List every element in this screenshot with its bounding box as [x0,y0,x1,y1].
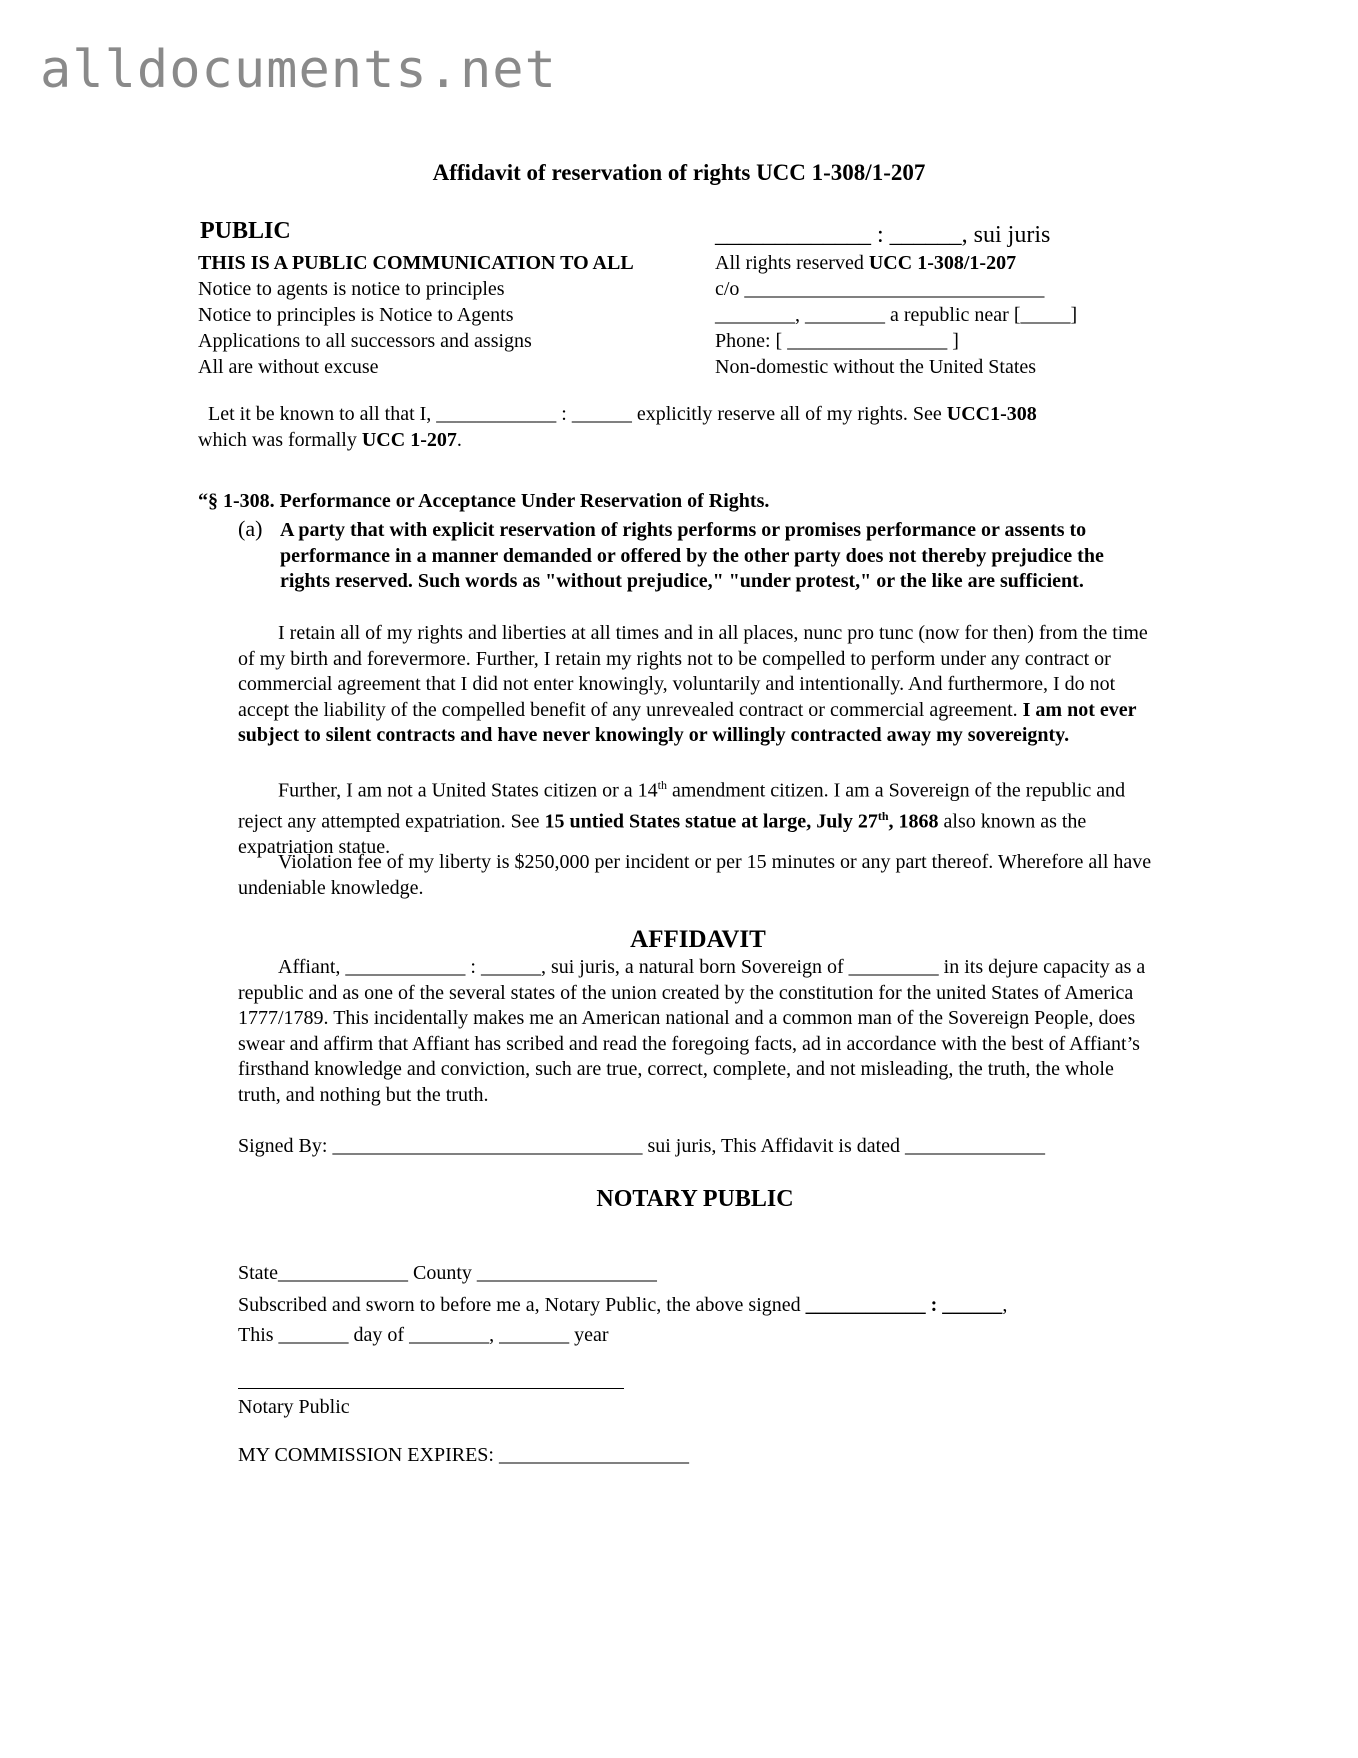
notary-signature-line[interactable] [238,1388,624,1389]
rights-reserved-line [715,250,1077,276]
rights-ucc: UCC 1-308/1-207 [868,252,1017,274]
rights-paragraph [238,621,1158,749]
republic-line: ________, ________ a republic near [_____] [715,304,1078,326]
para2-bold-sup: th [877,809,889,824]
item-label: (a) [238,516,263,541]
notary-heading: NOTARY PUBLIC [596,1186,794,1212]
non-domestic-line: Non-domestic without the United States [715,356,1037,378]
sworn-line[interactable] [238,1292,1007,1318]
notice-line: Notice to principles is Notice to Agents [198,304,514,326]
para2-text-b: amendment citizen. I am a Sovereign of the republic and reject any attempted expatriation. See [238,779,1126,833]
affidavit-text: Affiant, ____________ : ______, sui juris, a natural born Sovereign of _________ in its dejure capacity as a republic and as one of the several states of the union created by the constitution for the united States of America 1777/1789. This incidentally makes me an American national and a common man of the Sovereign People, does swear and affirm that Affiant has scribed and read the foregoing facts, ad in accordance with the best of Affiant’s firsthand knowledge and conviction, such are true, correct, complete, and not misleading, the truth, the whole truth, and nothing but the truth. [238,956,1146,1106]
para1-text: I retain all of my rights and liberties at all times and in all places, nunc pro tunc (now for then) from the time of my birth and forevermore. Further, I retain my rights not to be compelled to perform under any contract or commercial agreement that I did not enter knowingly, voluntarily and intentionally. And furthermore, I do not accept the liability of the compelled benefit of any unrevealed contract or commercial agreement. [238,622,1148,721]
intro-period: . [456,428,462,451]
para2-sup: th [657,778,667,792]
signed-by-line[interactable]: Signed By: _______________________________ sui juris, This Affidavit is dated ______________ [238,1135,1046,1157]
address-block [715,220,1077,380]
commission-expires-line[interactable]: MY COMMISSION EXPIRES: ___________________ [238,1444,689,1466]
section-heading: “§ 1-308. Performance or Acceptance Under Reservation of Rights. [198,490,770,512]
intro-ucc: UCC1-308 [946,403,1037,425]
intro-text-2: which was formally [198,428,362,451]
phone-line: Phone: [ ________________ ] [715,330,959,352]
citizenship-paragraph [238,773,1158,861]
notary-public-label: Notary Public [238,1396,350,1418]
date-line[interactable]: This _______ day of ________, _______ year [238,1324,609,1346]
notice-line: All are without excuse [198,356,379,378]
intro-text: Let it be known to all that I, ____________ : ______ explicitly reserve all of my rights. See [208,403,947,425]
sworn-text: Subscribed and sworn to before me a, Notary Public, the above signed [238,1294,806,1316]
sworn-comma: , [1002,1294,1008,1316]
para2-bold-2: , 1868 [888,810,939,833]
name-sui-juris-line: _____________ : ______, sui juris [715,222,1051,248]
notice-line: Applications to all successors and assigns [198,330,532,352]
para1-bold: I am not ever subject to silent contracts and have never knowingly or willingly contracted away my sovereignty. [238,698,1137,746]
public-notice-block [198,250,634,380]
para2-text-c: also known as the expatriation statue. [238,810,1087,859]
state-county-line[interactable]: State_____________ County __________________ [238,1262,657,1284]
intro-ucc-2: UCC 1-207 [361,428,457,451]
sworn-name-blank[interactable]: ____________ : ______ [805,1294,1003,1316]
public-heading: PUBLIC [200,218,291,244]
rights-prefix: All rights reserved [715,252,869,274]
para2-text: Further, I am not a United States citizen or a 14 [278,779,658,802]
para2-bold: 15 untied States statue at large, July 27 [544,810,878,833]
watermark-logo: alldocuments.net [40,40,557,100]
document-title: Affidavit of reservation of rights UCC 1-308/1-207 [432,160,926,185]
affidavit-heading: AFFIDAVIT [630,926,766,953]
notice-line: THIS IS A PUBLIC COMMUNICATION TO ALL [198,252,634,274]
item-a-text: A party that with explicit reservation of rights performs or promises performance or assents to performance in a manner demanded or offered by the other party does not thereby prejudice the rights reserved. Such words as "without prejudice," "under protest," or the like are sufficient. [280,519,1104,592]
notice-line: Notice to agents is notice to principles [198,278,505,300]
intro-paragraph [198,402,1158,453]
care-of-line: c/o ______________________________ [715,278,1045,300]
violation-paragraph: Violation fee of my liberty is $250,000 per incident or per 15 minutes or any part thereof. Wherefore all have undeniable knowledge. [238,851,1152,899]
